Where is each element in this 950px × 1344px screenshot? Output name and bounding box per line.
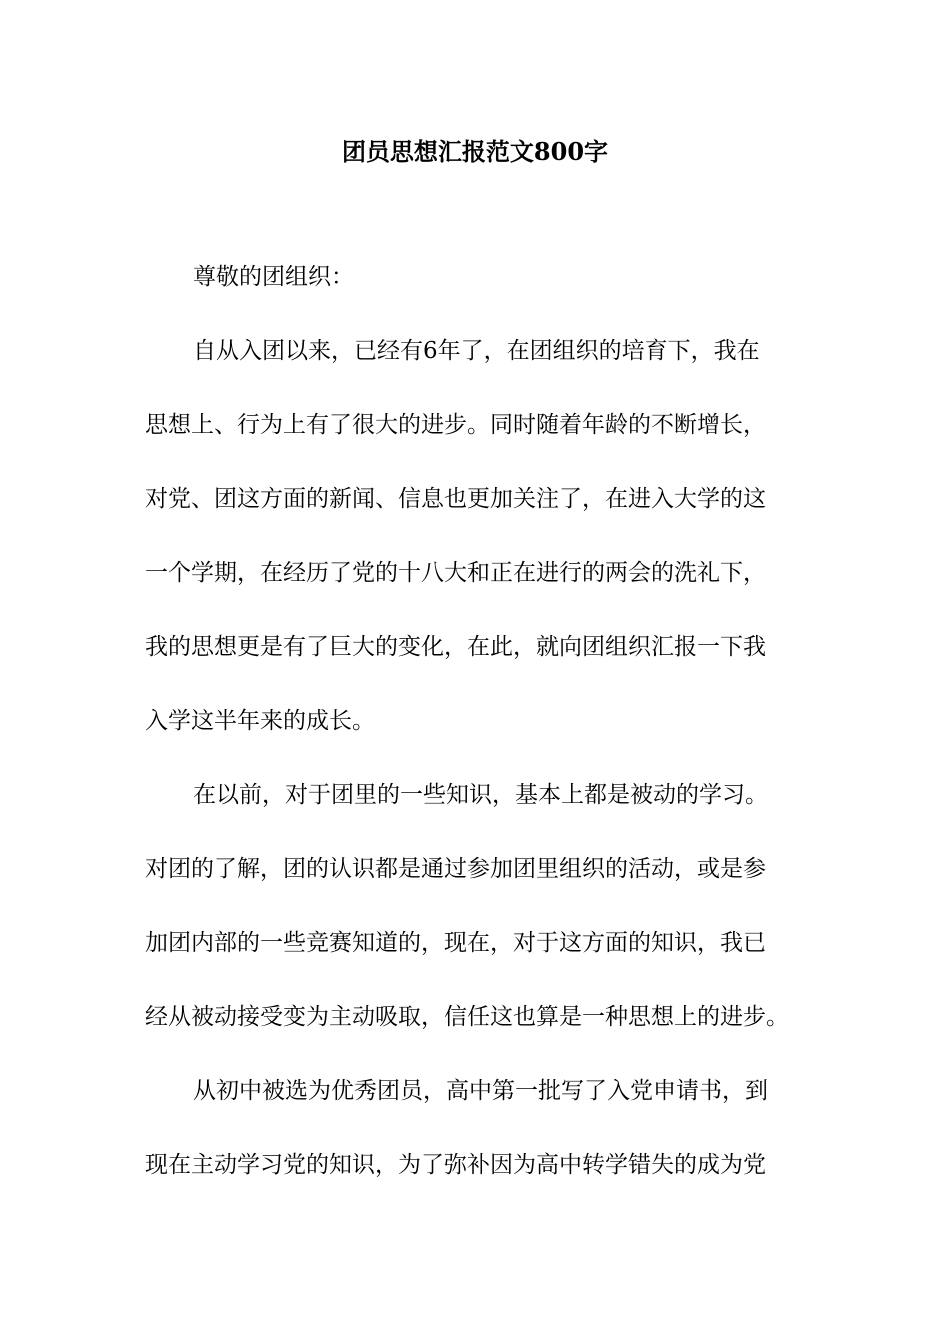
paragraph-line: 自从入团以来，已经有6年了，在团组织的培育下，我在 (193, 338, 760, 364)
paragraph-line: 加团内部的一些竞赛知道的，现在，对于这方面的知识，我已 (145, 930, 766, 956)
paragraph-line: 入学这半年来的成长。 (145, 708, 375, 734)
paragraph-line: 对团的了解，团的认识都是通过参加团里组织的活动，或是参 (145, 856, 766, 882)
paragraph-line: 我的思想更是有了巨大的变化，在此，就向团组织汇报一下我 (145, 634, 766, 660)
document-body (145, 255, 807, 1217)
paragraph-line: 一个学期，在经历了党的十八大和正在进行的两会的洗礼下， (145, 560, 766, 586)
paragraph-line: 在以前，对于团里的一些知识，基本上都是被动的学习。 (193, 782, 768, 808)
paragraph-line: 思想上、行为上有了很大的进步。同时随着年龄的不断增长， (145, 412, 766, 438)
paragraph-line: 经从被动接受变为主动吸取，信任这也算是一种思想上的进步。 (145, 1004, 789, 1030)
document-title: 团员思想汇报范文800字 (341, 137, 609, 166)
paragraph-line: 对党、团这方面的新闻、信息也更加关注了，在进入大学的这 (145, 486, 766, 512)
paragraph-line: 现在主动学习党的知识，为了弥补因为高中转学错失的成为党 (145, 1152, 766, 1178)
salutation-line: 尊敬的团组织： (193, 264, 354, 290)
paragraph-line: 从初中被选为优秀团员，高中第一批写了入党申请书，到 (193, 1078, 768, 1104)
